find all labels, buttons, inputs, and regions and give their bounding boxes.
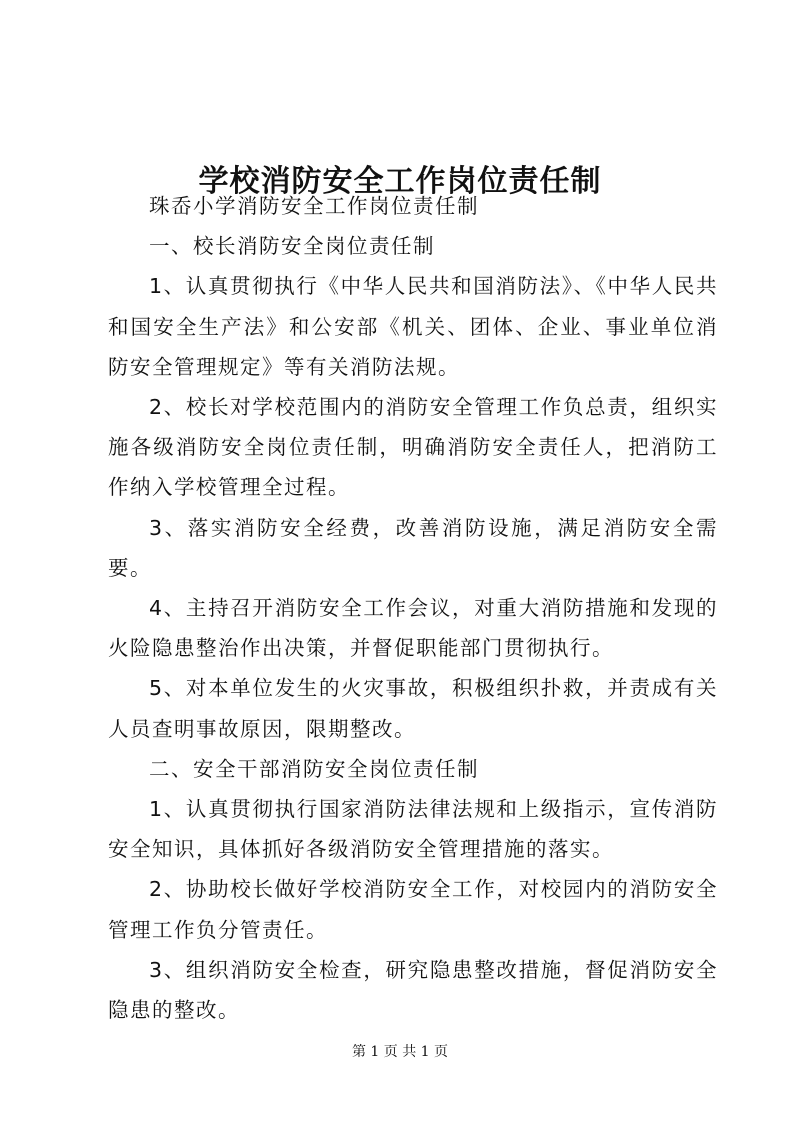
paragraph: 2、校长对学校范围内的消防安全管理工作负总责，组织实施各级消防安全岗位责任制，明确消防安全责任人，把消防工作纳入学校管理全过程。 [108, 395, 718, 500]
paragraph: 5、对本单位发生的火灾事故，积极组织扑救，并责成有关人员查明事故原因，限期整改。 [108, 676, 718, 741]
paragraph: 2、协助校长做好学校消防安全工作，对校园内的消防安全管理工作负分管责任。 [108, 877, 718, 942]
paragraph-school-heading: 珠岙小学消防安全工作岗位责任制 [149, 194, 479, 218]
page-title: 学校消防安全工作岗位责任制 [198, 164, 602, 200]
paragraph: 3、落实消防安全经费，改善消防设施，满足消防安全需要。 [108, 515, 718, 580]
paragraph: 4、主持召开消防安全工作会议，对重大消防措施和发现的火险隐患整治作出决策，并督促职能部门贯彻执行。 [108, 596, 718, 661]
document-body [108, 186, 718, 1030]
page-footer: 第 1 页 共 1 页 [351, 1044, 449, 1060]
paragraph: 1、认真贯彻执行国家消防法律法规和上级指示，宣传消防安全知识，具体抓好各级消防安全管理措施的落实。 [108, 797, 718, 862]
section-heading-principal: 一、校长消防安全岗位责任制 [149, 234, 435, 259]
paragraph: 3、组织消防安全检查，研究隐患整改措施，督促消防安全隐患的整改。 [108, 957, 718, 1023]
section-heading-safety-officer: 二、安全干部消防安全岗位责任制 [149, 756, 479, 781]
paragraph: 1、认真贯彻执行《中华人民共和国消防法》、《中华人民共和国安全生产法》和公安部《机关、团体、企业、事业单位消防安全管理规定》等有关消防法规。 [108, 274, 718, 379]
